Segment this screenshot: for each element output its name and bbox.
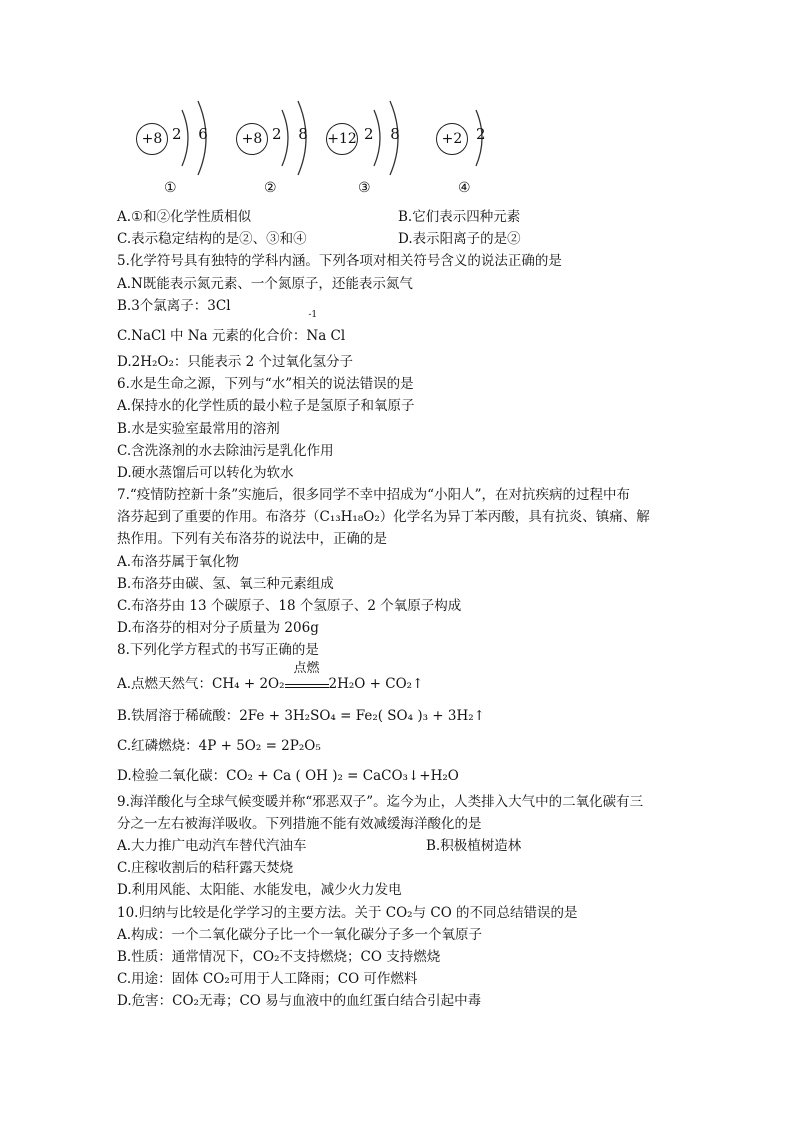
chlorine-symbol: Cl (326, 327, 346, 344)
nucleus: +12 (326, 123, 358, 155)
electron-count: 2 (476, 125, 492, 143)
atom-diagram-2 (230, 95, 320, 205)
q7-option-c: C.布洛芬由 13 个碳原子、18 个氢原子、2 个氧原子构成 (117, 598, 462, 614)
q7-stem-line-3: 热作用。下列有关布洛芬的说法中，正确的是 (117, 531, 387, 548)
atom-diagram-1 (130, 95, 220, 205)
electron-count: 2 8 (272, 125, 314, 143)
q9-option-d: D.利用风能、太阳能、水能发电，减少火力发电 (117, 882, 402, 899)
q5-stem: 5.化学符号具有独特的学科内涵。下列各项对相关符号含义的说法正确的是 (117, 253, 562, 270)
electron-count: 2 8 (364, 125, 406, 143)
q9-option-c: C.庄稼收割后的秸秆露天焚烧 (117, 860, 294, 877)
q9-stem-line-1: 9.海洋酸化与全球气候变暖并称“邪恶双子”。迄今为止，人类排入大气中的二氧化碳有三 (117, 793, 644, 810)
atom-diagram-4 (432, 95, 522, 205)
double-line-arrow (285, 684, 329, 688)
q6-option-b: B.水是实验室最常用的溶剂 (117, 420, 280, 437)
reaction-condition (285, 660, 329, 688)
q9-stem-line-2: 分之一左右被海洋吸收。下列措施不能有效减缓海洋酸化的是 (117, 815, 482, 832)
question-content (117, 206, 677, 1012)
diagram-index: ④ (458, 180, 471, 196)
reactants: CH₄ + 2O₂ (212, 675, 285, 692)
q9-option-b: B.积极植树造林 (426, 837, 522, 854)
nucleus: +8 (136, 123, 168, 155)
atom-structure-diagrams (110, 95, 530, 205)
diagram-index: ② (264, 180, 277, 196)
q8-option-c: C.红磷燃烧：4P + 5O₂ = 2P₂O₅ (117, 737, 321, 754)
q7-option-d: D.布洛芬的相对分子质量为 206g (117, 620, 319, 637)
q10-option-a: A.构成：一个二氧化碳分子比一个一氧化碳分子多一个氧原子 (117, 926, 483, 943)
q10-option-c: C.用途：固体 CO₂可用于人工降雨；CO 可作燃料 (117, 971, 418, 988)
q4-option-d: D.表示阳离子的是② (398, 231, 521, 248)
q5-option-b: B.3个氯离子：3Cl (117, 297, 231, 314)
q4-option-b: B.它们表示四种元素 (398, 209, 521, 225)
valence-mark: -1 (308, 309, 318, 320)
q5-option-c (117, 309, 677, 351)
sodium-symbol: Na (306, 327, 327, 344)
condition-label: 点燃 (293, 660, 320, 676)
q6-option-a: A.保持水的化学性质的最小粒子是氢原子和氧原子 (117, 398, 415, 415)
q5-option-d: D.2H₂O₂：只能表示 2 个过氧化氢分子 (117, 353, 354, 370)
q4-row-1 (117, 206, 677, 228)
q9-option-a: A.大力推广电动汽车替代汽油车 (117, 837, 307, 854)
q8-option-b: B.铁屑溶于稀硫酸：2Fe + 3H₂SO₄ = Fe₂( SO₄ )₃ + 3H₂↑ (117, 707, 485, 724)
q8-option-a (117, 662, 677, 697)
q5-option-a: A.N既能表示氮元素、一个氮原子，还能表示氮气 (117, 275, 413, 292)
valence-formula (306, 309, 327, 351)
q7-stem-line-2: 洛芬起到了重要的作用。布洛芬（C₁₃H₁₈O₂）化学名为异丁苯丙酸，具有抗炎、镇痛、解 (117, 509, 650, 526)
diagram-index: ① (164, 180, 177, 196)
q7-option-a: A.布洛芬属于氧化物 (117, 553, 240, 570)
q10-option-b: B.性质：通常情况下，CO₂不支持燃烧；CO 支持燃烧 (117, 948, 441, 965)
q8-option-d: D.检验二氧化碳：CO₂ + Ca ( OH )₂ = CaCO₃↓+H₂O (117, 767, 459, 784)
q8-stem: 8.下列化学方程式的书写正确的是 (117, 642, 319, 659)
nucleus: +8 (236, 123, 268, 155)
q6-option-c: C.含洗涤剂的水去除油污是乳化作用 (117, 442, 334, 459)
electron-count: 2 6 (172, 125, 214, 143)
products: 2H₂O + CO₂↑ (328, 675, 424, 692)
q4-option-c: C.表示稳定结构的是②、③和④ (117, 231, 307, 248)
q5-option-c-prefix: C.NaCl 中 Na 元素的化合价： (117, 327, 307, 344)
diagram-index: ③ (358, 180, 371, 196)
q6-option-d: D.硬水蒸馏后可以转化为软水 (117, 464, 294, 481)
nucleus: +2 (436, 123, 468, 155)
q7-option-b: B.布洛芬由碳、氢、氧三种元素组成 (117, 575, 334, 592)
q10-stem: 10.归纳与比较是化学学习的主要方法。关于 CO₂与 CO 的不同总结错误的是 (117, 904, 578, 921)
q7-stem-line-1: 7.“疫情防控新十条”实施后，很多同学不幸中招成为“小阳人”，在对抗疾病的过程中布 (117, 487, 630, 504)
q8-option-a-prefix: A.点燃天然气： (117, 675, 213, 692)
q9-row-1 (117, 835, 677, 857)
q6-stem: 6.水是生命之源，下列与“水”相关的说法错误的是 (117, 376, 414, 393)
atom-diagram-3 (322, 95, 412, 205)
q4-row-2 (117, 228, 677, 250)
q4-option-a: A.①和②化学性质相似 (117, 209, 252, 225)
q10-option-d: D.危害：CO₂无毒；CO 易与血液中的血红蛋白结合引起中毒 (117, 993, 482, 1010)
